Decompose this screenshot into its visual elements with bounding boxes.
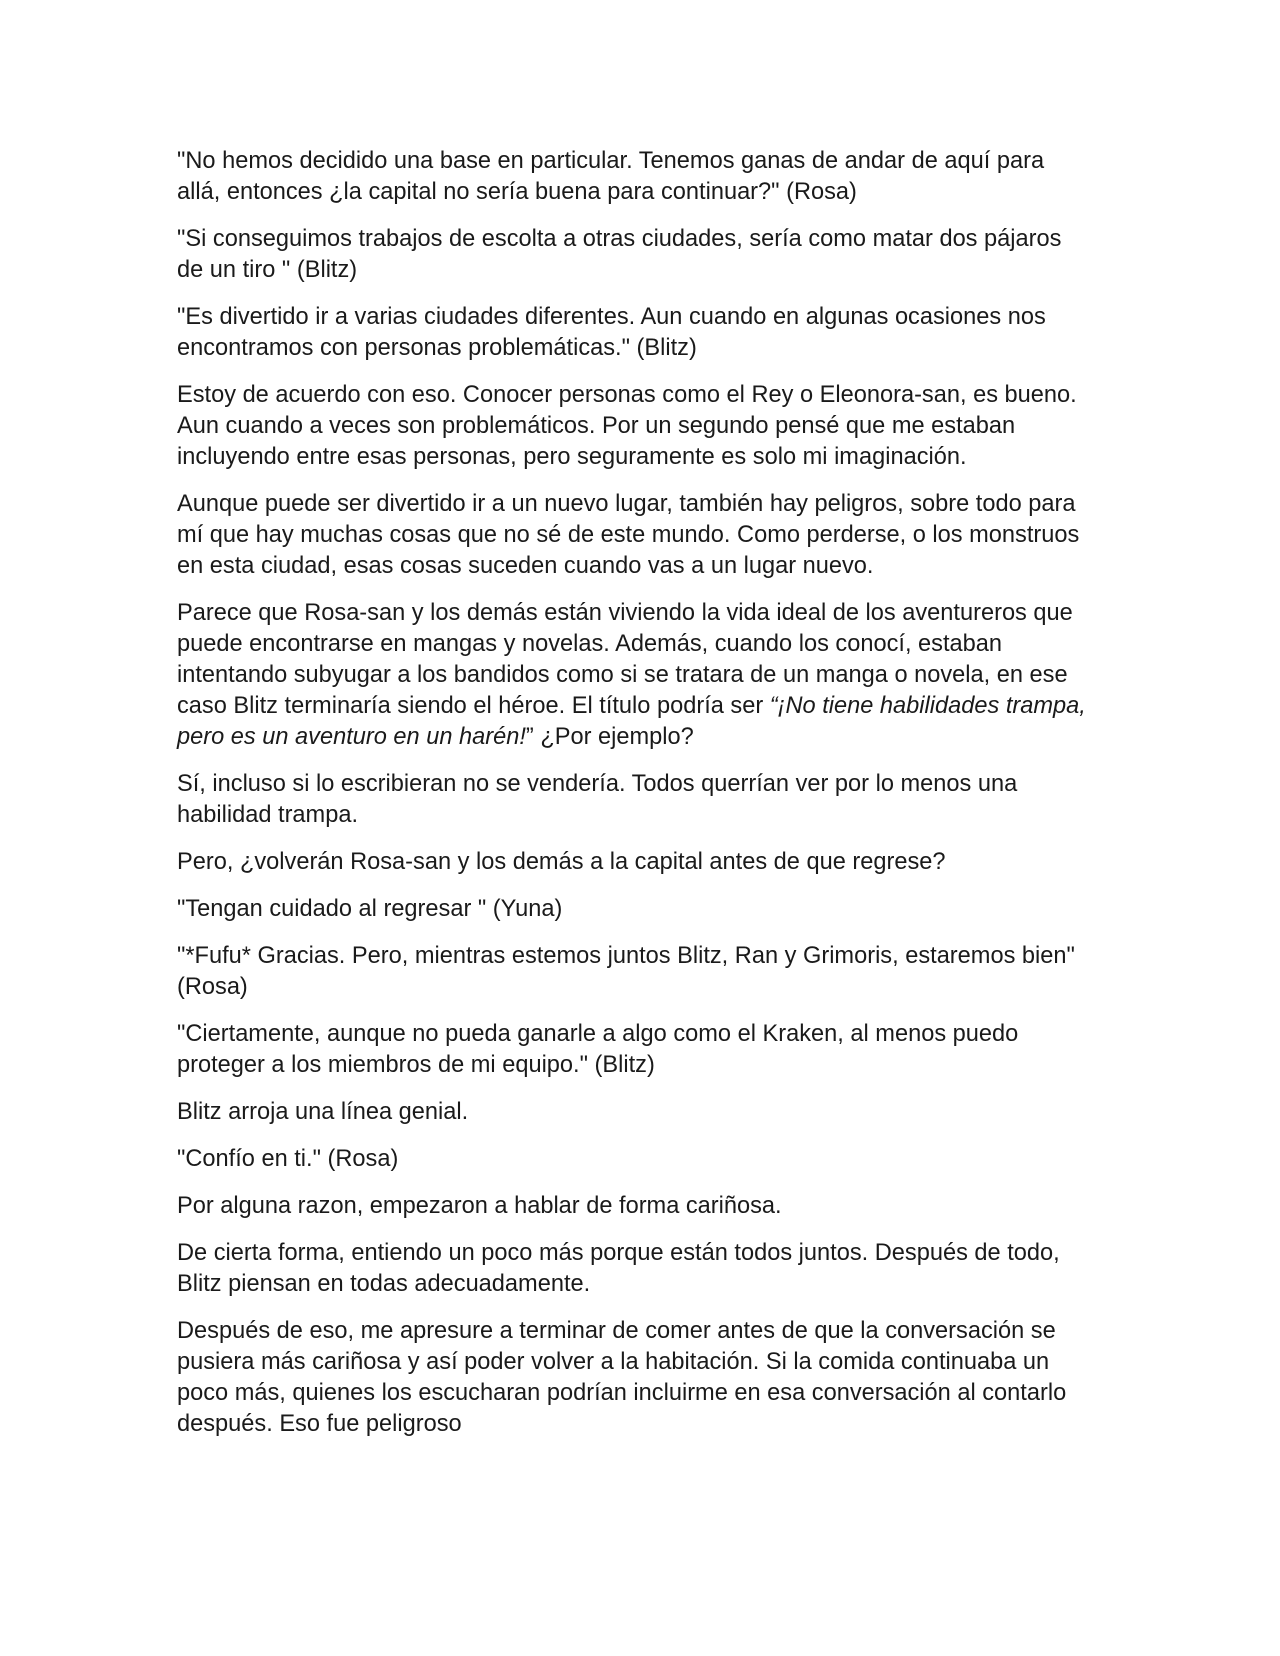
- paragraph: Estoy de acuerdo con eso. Conocer personas como el Rey o Eleonora-san, es bueno. Aun cuando a veces son problemáticos. Por un segundo pensé que me estaban incluyendo entre esas personas, pero seguramente es solo mi imaginación.: [177, 382, 1077, 470]
- paragraph: "Tengan cuidado al regresar " (Yuna): [177, 896, 563, 922]
- paragraph-text: Parece que Rosa-san y los demás están viviendo la vida ideal de los aventureros que puede encontrarse en mangas y novelas. Además, cuando los conocí, estaban intentando subyugar a los bandidos como si se tratara de un manga o novela, en ese caso Blitz terminaría siendo el héroe. El título podría ser: [177, 600, 1073, 719]
- paragraph: "Ciertamente, aunque no pueda ganarle a algo como el Kraken, al menos puedo proteger a los miembros de mi equipo." (Blitz): [177, 1021, 1019, 1078]
- paragraph: [177, 598, 1089, 753]
- paragraph: "No hemos decidido una base en particular. Tenemos ganas de andar de aquí para allá, entonces ¿la capital no sería buena para continuar?" (Rosa): [177, 148, 1045, 205]
- paragraph: Pero, ¿volverán Rosa-san y los demás a la capital antes de que regrese?: [177, 849, 946, 875]
- paragraph: "Confío en ti." (Rosa): [177, 1146, 399, 1172]
- paragraph: Aunque puede ser divertido ir a un nuevo lugar, también hay peligros, sobre todo para mí que hay muchas cosas que no sé de este mundo. Como perderse, o los monstruos en esta ciudad, esas cosas suceden cuando vas a un lugar nuevo.: [177, 491, 1080, 579]
- paragraph-text: ” ¿Por ejemplo?: [525, 724, 694, 750]
- italic-title: “¡No tiene habilidades trampa, pero es un aventuro en un harén!: [177, 693, 1086, 750]
- paragraph: "Es divertido ir a varias ciudades diferentes. Aun cuando en algunas ocasiones nos encontramos con personas problemáticas." (Blitz): [177, 304, 1046, 361]
- document-page: [177, 146, 1089, 1456]
- paragraph: "*Fufu* Gracias. Pero, mientras estemos juntos Blitz, Ran y Grimoris, estaremos bien" (Rosa): [177, 943, 1075, 1000]
- paragraph: Después de eso, me apresure a terminar de comer antes de que la conversación se pusiera más cariñosa y así poder volver a la habitación. Si la comida continuaba un poco más, quienes los escucharan podrían incluirme en esa conversación al contarlo después. Eso fue peligroso: [177, 1318, 1067, 1437]
- paragraph: Blitz arroja una línea genial.: [177, 1099, 469, 1125]
- paragraph: De cierta forma, entiendo un poco más porque están todos juntos. Después de todo, Blitz piensan en todas adecuadamente.: [177, 1240, 1060, 1297]
- paragraph: "Si conseguimos trabajos de escolta a otras ciudades, sería como matar dos pájaros de un tiro " (Blitz): [177, 226, 1062, 283]
- paragraph: Sí, incluso si lo escribieran no se vendería. Todos querrían ver por lo menos una habilidad trampa.: [177, 771, 1018, 828]
- paragraph: Por alguna razon, empezaron a hablar de forma cariñosa.: [177, 1193, 782, 1219]
